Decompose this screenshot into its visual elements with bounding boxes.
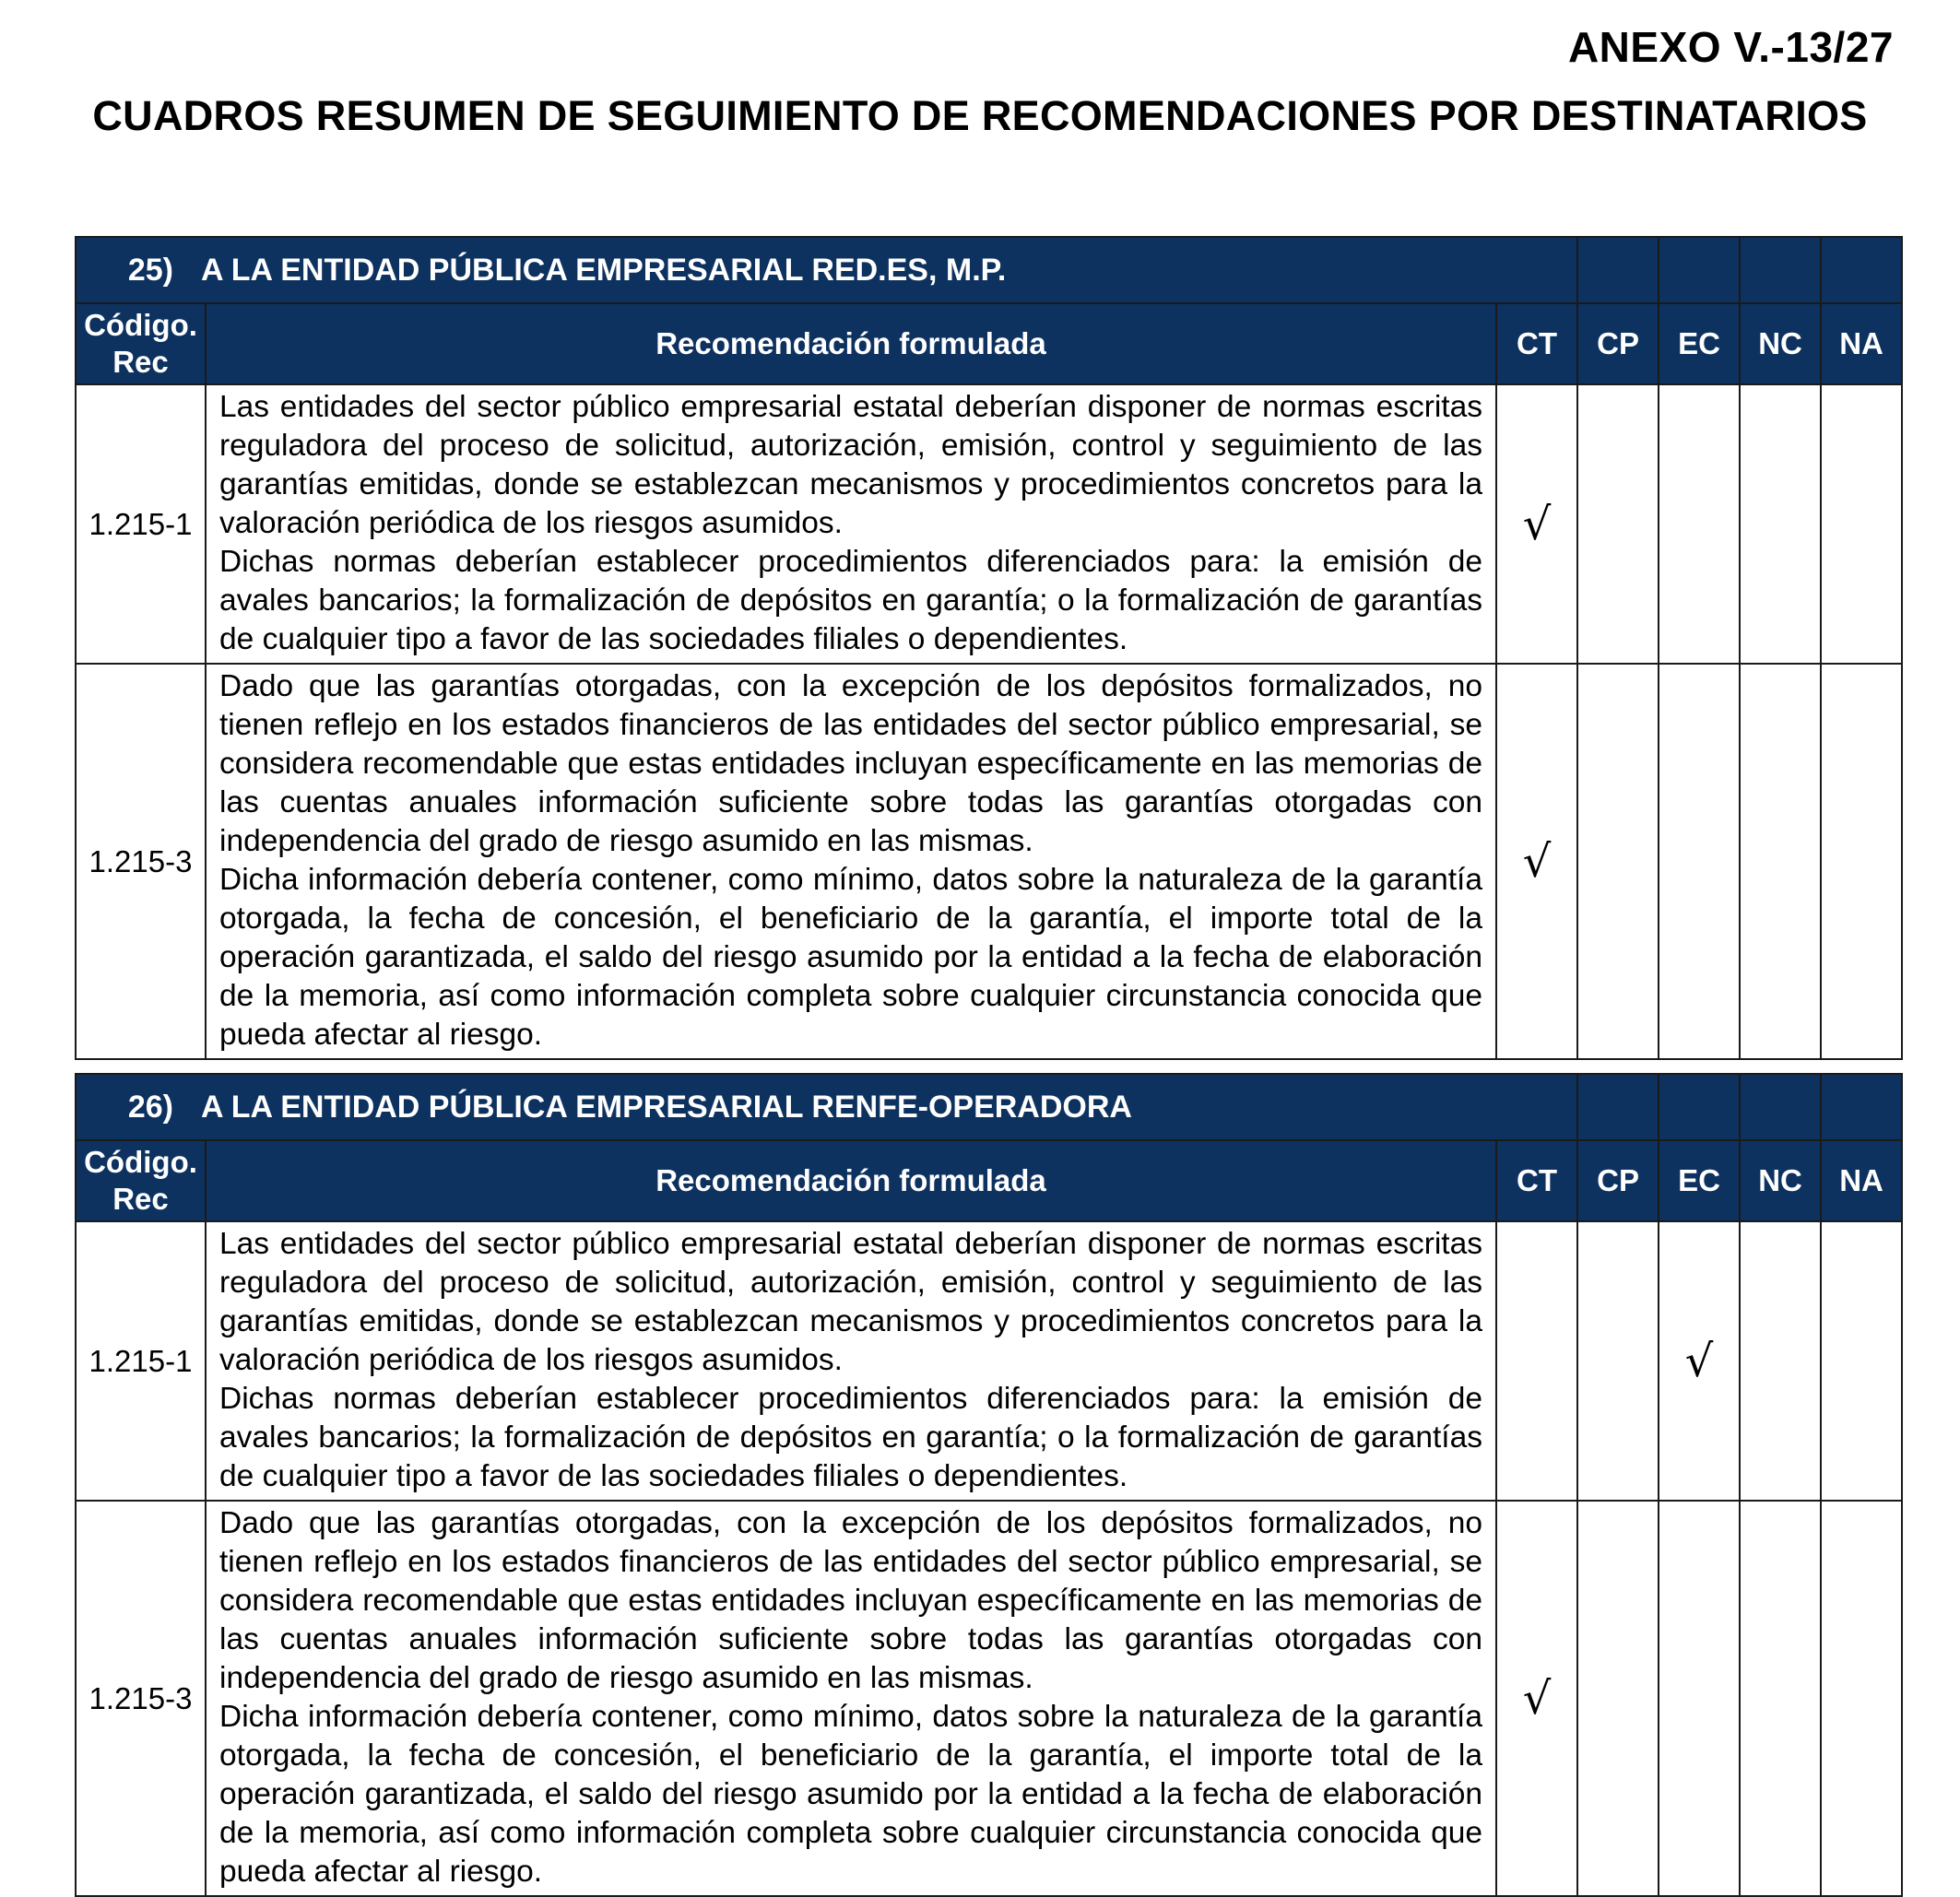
header-empty-cell	[1577, 1074, 1659, 1140]
status-na-cell	[1821, 1221, 1902, 1501]
column-header-ct: CT	[1496, 303, 1577, 384]
annex-label: ANEXO V.-13/27	[1567, 23, 1894, 71]
status-na-cell	[1821, 384, 1902, 664]
recommendation-code: 1.215-1	[76, 1221, 206, 1501]
status-nc-cell	[1740, 1221, 1821, 1501]
check-mark: √	[1684, 1335, 1714, 1387]
page-title: CUADROS RESUMEN DE SEGUIMIENTO DE RECOMENDACIONES POR DESTINATARIOS	[92, 92, 1868, 139]
header-empty-cell	[1577, 237, 1659, 303]
check-mark: √	[1522, 835, 1552, 888]
recommendation-paragraph: Dicha información debería contener, como mínimo, datos sobre la naturaleza de la garantía otorgada, la fecha de concesión, el beneficiario de la garantía, el importe total de la operación garantizada, el saldo del riesgo asumido por la entidad a la fecha de elaboración de la memoria, así como información completa sobre cualquier circunstancia conocida que pueda afectar al riesgo.	[219, 863, 1482, 1052]
section-name: A LA ENTIDAD PÚBLICA EMPRESARIAL RED.ES, M.P.	[201, 252, 1007, 288]
status-nc-cell	[1740, 384, 1821, 664]
status-nc-cell	[1740, 1501, 1821, 1896]
status-cp-cell	[1577, 1501, 1659, 1896]
recommendation-paragraph: Dicha información debería contener, como mínimo, datos sobre la naturaleza de la garantía otorgada, la fecha de concesión, el beneficiario de la garantía, el importe total de la operación garantizada, el saldo del riesgo asumido por la entidad a la fecha de elaboración de la memoria, así como información completa sobre cualquier circunstancia conocida que pueda afectar al riesgo.	[219, 1700, 1482, 1889]
status-ec-cell	[1659, 664, 1740, 1059]
header-empty-cell	[1740, 237, 1821, 303]
recommendation-text	[206, 1501, 1496, 1896]
status-nc-cell	[1740, 664, 1821, 1059]
recommendation-text	[206, 664, 1496, 1059]
section-number: 25)	[127, 252, 173, 288]
column-header-na: NA	[1821, 303, 1902, 384]
column-header-cp: CP	[1577, 1140, 1659, 1221]
recommendation-paragraph: Dichas normas deberían establecer procedimientos diferenciados para: la emisión de avales bancarios; la formalización de depósitos en garantía; o la formalización de garantías de cualquier tipo a favor de las sociedades filiales o dependientes.	[219, 545, 1482, 656]
table-row	[76, 384, 1902, 664]
status-ec-cell	[1659, 384, 1740, 664]
section-header-row	[76, 1074, 1902, 1140]
check-mark: √	[1522, 498, 1552, 550]
recommendation-paragraph: Las entidades del sector público empresarial estatal deberían disponer de normas escritas reguladora del proceso de solicitud, autorización, emisión, control y seguimiento de las garantías emitidas, donde se establezcan mecanismos y procedimientos concretos para la valoración periódica de los riesgos asumidos.	[219, 1227, 1482, 1377]
status-cp-cell	[1577, 664, 1659, 1059]
recommendations-table-25	[75, 236, 1903, 1060]
section-header-row	[76, 237, 1902, 303]
column-header-ec: EC	[1659, 1140, 1740, 1221]
recommendation-text	[206, 384, 1496, 664]
status-na-cell	[1821, 1501, 1902, 1896]
column-header-recommendation: Recomendación formulada	[206, 1140, 1496, 1221]
status-ct-cell	[1496, 384, 1577, 664]
column-header-ct: CT	[1496, 1140, 1577, 1221]
header-empty-cell	[1740, 1074, 1821, 1140]
recommendation-paragraph: Dichas normas deberían establecer procedimientos diferenciados para: la emisión de avales bancarios; la formalización de depósitos en garantía; o la formalización de garantías de cualquier tipo a favor de las sociedades filiales o dependientes.	[219, 1382, 1482, 1493]
recommendation-paragraph: Dado que las garantías otorgadas, con la excepción de los depósitos formalizados, no tienen reflejo en los estados financieros de las entidades del sector público empresarial, se considera recomendable que estas entidades incluyan específicamente en las memorias de las cuentas anuales información suficiente sobre todas las garantías otorgadas con independencia del grado de riesgo asumido en las mismas.	[219, 669, 1482, 858]
column-header-row	[76, 303, 1902, 384]
section-number: 26)	[127, 1089, 173, 1125]
recommendations-table-26	[75, 1073, 1903, 1897]
column-header-nc: NC	[1740, 1140, 1821, 1221]
header-empty-cell	[1821, 1074, 1902, 1140]
status-ec-cell	[1659, 1501, 1740, 1896]
table-row	[76, 664, 1902, 1059]
recommendation-code: 1.215-3	[76, 664, 206, 1059]
status-cp-cell	[1577, 384, 1659, 664]
status-ec-cell	[1659, 1221, 1740, 1501]
column-header-ec: EC	[1659, 303, 1740, 384]
section-title	[76, 1074, 1577, 1140]
recommendation-paragraph: Las entidades del sector público empresarial estatal deberían disponer de normas escritas reguladora del proceso de solicitud, autorización, emisión, control y seguimiento de las garantías emitidas, donde se establezcan mecanismos y procedimientos concretos para la valoración periódica de los riesgos asumidos.	[219, 390, 1482, 540]
table-row	[76, 1221, 1902, 1501]
check-mark: √	[1522, 1672, 1552, 1725]
section-name: A LA ENTIDAD PÚBLICA EMPRESARIAL RENFE-OPERADORA	[201, 1089, 1132, 1125]
column-header-cp: CP	[1577, 303, 1659, 384]
recommendation-paragraph: Dado que las garantías otorgadas, con la excepción de los depósitos formalizados, no tienen reflejo en los estados financieros de las entidades del sector público empresarial, se considera recomendable que estas entidades incluyan específicamente en las memorias de las cuentas anuales información suficiente sobre todas las garantías otorgadas con independencia del grado de riesgo asumido en las mismas.	[219, 1506, 1482, 1695]
recommendation-code: 1.215-3	[76, 1501, 206, 1896]
recommendation-code: 1.215-1	[76, 384, 206, 664]
status-ct-cell	[1496, 664, 1577, 1059]
column-header-code: Código. Rec	[76, 1140, 206, 1221]
column-header-nc: NC	[1740, 303, 1821, 384]
status-ct-cell	[1496, 1501, 1577, 1896]
column-header-row	[76, 1140, 1902, 1221]
section-title	[76, 237, 1577, 303]
header-empty-cell	[1659, 237, 1740, 303]
status-cp-cell	[1577, 1221, 1659, 1501]
header-empty-cell	[1659, 1074, 1740, 1140]
column-header-recommendation: Recomendación formulada	[206, 303, 1496, 384]
header-empty-cell	[1821, 237, 1902, 303]
recommendation-text	[206, 1221, 1496, 1501]
status-ct-cell	[1496, 1221, 1577, 1501]
column-header-na: NA	[1821, 1140, 1902, 1221]
column-header-code: Código. Rec	[76, 303, 206, 384]
table-row	[76, 1501, 1902, 1896]
status-na-cell	[1821, 664, 1902, 1059]
